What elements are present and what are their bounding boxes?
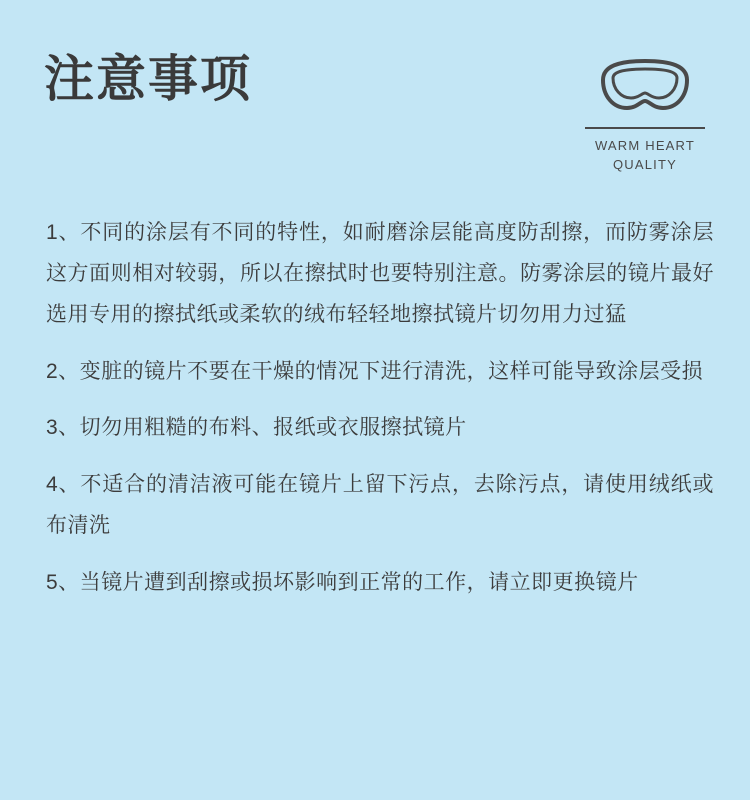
list-item: 1、不同的涂层有不同的特性，如耐磨涂层能高度防刮擦，而防雾涂层这方面则相对较弱，所以在擦拭时也要特别注意。防雾涂层的镜片最好选用专用的擦拭纸或柔软的绒布轻轻地擦拭镜片切勿用力过猛 [46, 220, 714, 326]
list-item: 5、当镜片遭到刮擦或损坏影响到正常的工作，请立即更换镜片 [46, 571, 639, 595]
brand-tagline-line2: QUALITY [612, 156, 678, 172]
brand-divider [585, 127, 705, 129]
brand-block [580, 52, 710, 175]
list-item: 3、切勿用粗糙的布料、报纸或衣服擦拭镜片 [46, 416, 467, 440]
goggles-icon [580, 58, 710, 119]
page-header [0, 0, 750, 175]
list-item: 4、不适合的清洁液可能在镜片上留下污点，去除污点，请使用绒纸或布清洗 [46, 473, 714, 538]
list-item: 2、变脏的镜片不要在干燥的情况下进行清洗，这样可能导致涂层受损 [46, 359, 704, 383]
notice-list [0, 175, 750, 605]
brand-tagline-line1: WARM HEART [594, 138, 696, 153]
page-title: 注意事项 [44, 51, 252, 107]
